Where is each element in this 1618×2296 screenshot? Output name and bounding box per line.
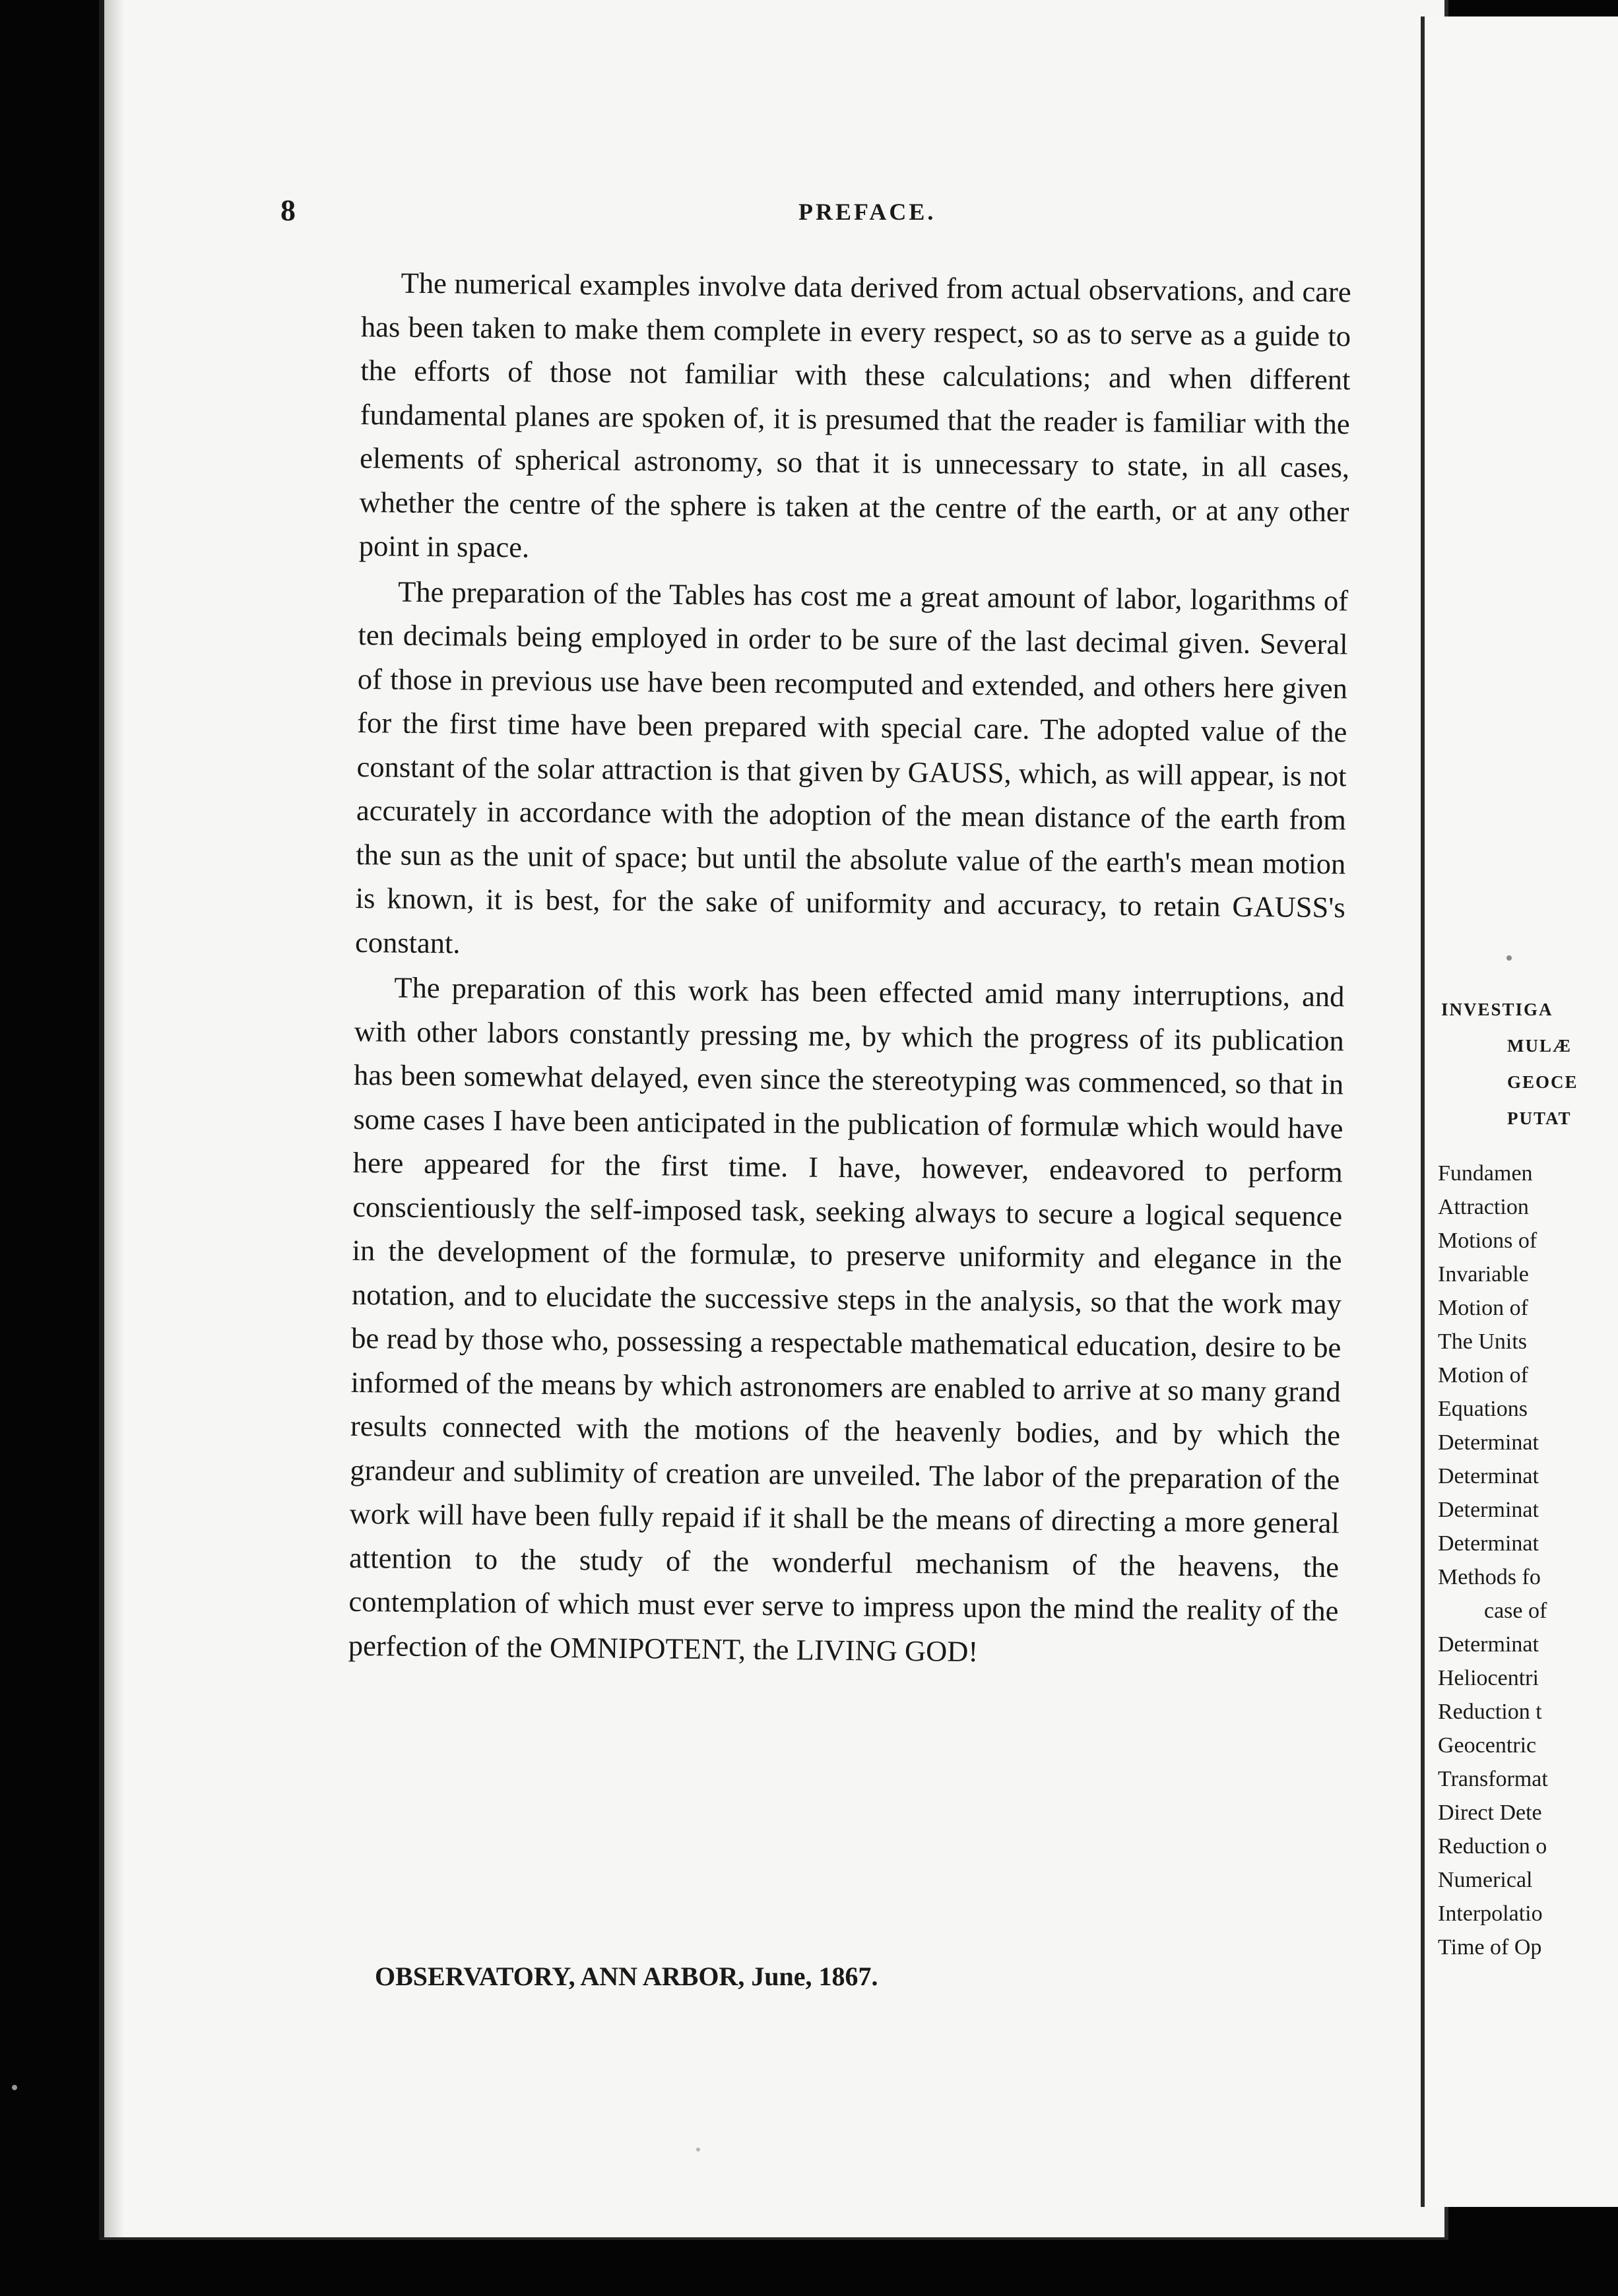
toc-entry: Determinat <box>1438 1531 1539 1556</box>
toc-entry: Transformat <box>1438 1767 1548 1791</box>
contents-heading-line-2: MULÆ <box>1507 1036 1572 1056</box>
running-title: PREFACE. <box>798 199 936 225</box>
paragraph-3: The preparation of this work has been effected amid many interruptions, and with other labors constantly pressing me, by which the progress of its publication has been somewhat delayed, even since the stereotyping was commenced, so that in some cases I have been anticipated in the publication of formulæ which would have here appeared for the first time. I have, however, endeavored to perform conscientiously the self-imposed task, seeking always to secure a logical sequence in the development of the formulæ, to preserve uniformity and elegance in the notation, and to elucidate the successive steps in the analysis, so that the work may be read by those who, possessing a respectable mathematical education, desire to be informed of the means by which astronomers are enabled to arrive at so many grand results connected with the motions of the heavenly bodies, and by which the grandeur and sublimity of creation are unveiled. The labor of the preparation of the work will have been fully repaid if it shall be the means of directing a more general attention to the study of the wonderful mechanism of the heavens, the contemplation of which must ever serve to impress upon the mind the reality of the perfection of the OMNIPOTENT, the LIVING GOD! <box>348 971 1345 1668</box>
toc-entry: Heliocentri <box>1438 1666 1539 1690</box>
paragraph-1: The numerical examples involve data derived from actual observations, and care has been taken to make them complete in every respect, so as to serve as a guide to the efforts of those not familiar with these calculations; and when different fundamental planes are spoken of, it is presumed that the reader is familiar with the elements of spherical astronomy, so that it is unnecessary to state, in all cases, whether the centre of the sphere is taken at the centre of the earth, or at any other point in space. <box>358 266 1351 564</box>
toc-entry: case of <box>1484 1599 1547 1623</box>
paragraph-2: The preparation of the Tables has cost me a great amount of labor, logarithms of ten decimals being employed in order to be sure of the last decimal given. Several of those in previous use have been recomputed and extended, and others here given for the first time have been prepared with special care. The adopted value of the constant of the solar attraction is that given by GAUSS, which, as will appear, is not accurately in accordance with the adoption of the mean distance of the earth from the sun as the unit of space; but until the absolute value of the earth's mean motion is known, it is best, for the sake of uniformity and accuracy, to retain GAUSS's constant. <box>354 575 1349 959</box>
toc-entry: Determinat <box>1438 1430 1539 1455</box>
dust-speck <box>696 2148 700 2152</box>
dust-speck <box>12 2085 17 2090</box>
toc-entry: Geocentric <box>1438 1733 1537 1758</box>
toc-entry: Time of Op <box>1438 1935 1542 1960</box>
toc-entry: Numerical <box>1438 1868 1533 1892</box>
contents-heading-line-1: INVESTIGA <box>1441 1000 1553 1019</box>
toc-entry: Determinat <box>1438 1632 1539 1657</box>
signature-line: OBSERVATORY, ANN ARBOR, June, 1867. <box>375 1961 878 1991</box>
contents-heading-line-3: GEOCE <box>1507 1072 1578 1092</box>
toc-entry: Reduction t <box>1438 1700 1542 1724</box>
toc-entry: Motion of <box>1438 1363 1528 1387</box>
toc-entry: Motion of <box>1438 1296 1528 1320</box>
toc-entry: Equations <box>1438 1397 1528 1421</box>
preface-body <box>348 261 1351 1678</box>
page-header <box>280 193 1402 239</box>
toc-entry: Determinat <box>1438 1498 1539 1522</box>
toc-entry: The Units <box>1438 1329 1528 1354</box>
toc-entry: Interpolatio <box>1438 1901 1543 1926</box>
toc-entry: Invariable <box>1438 1262 1529 1287</box>
contents-heading-line-4: PUTAT <box>1507 1108 1572 1128</box>
page-number: 8 <box>280 193 296 227</box>
toc-entry: Attraction <box>1438 1195 1529 1219</box>
toc-entry: Motions of <box>1438 1228 1537 1253</box>
toc-entry: Methods fo <box>1438 1565 1541 1589</box>
toc-entry: Direct Dete <box>1438 1801 1542 1825</box>
right-page-fragment <box>1421 16 1618 2207</box>
dust-speck <box>1506 955 1512 961</box>
toc-entry: Fundamen <box>1438 1161 1533 1186</box>
toc-entry: Reduction o <box>1438 1834 1547 1859</box>
toc-entry: Determinat <box>1438 1464 1539 1488</box>
